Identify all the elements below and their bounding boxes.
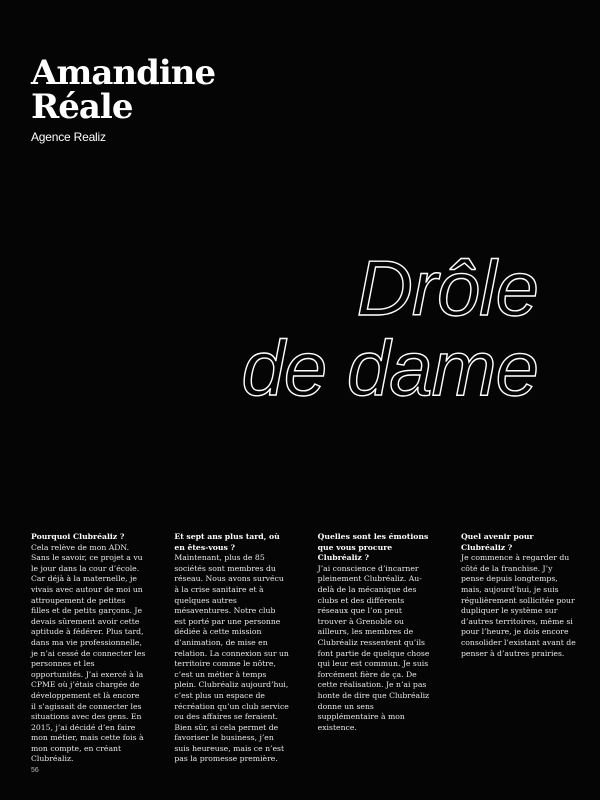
article-title <box>241 244 538 412</box>
title-line-2: de dame <box>241 324 538 412</box>
author-last-name: Réale <box>31 87 133 127</box>
answer-4: Je commence à regarder du côté de la franchise. J’y pense depuis longtemps, mais, aujourd’hui, je suis régulièrement sollicitée pour dupliquer le système sur d’autres territoires, même si pour l’heure, je dois encore consolider l’existant avant de penser à d’autres prairies. <box>460 553 576 658</box>
answer-3: J’ai conscience d’incarner pleinement Clubréaliz. Au-delà de la mécanique des clubs et des différents réseaux que l’on peut trouver à Grenoble ou ailleurs, les membres de Clubréaliz ressentent qu’ils font partie de quelque chose qui leur est commun. Je suis forcément fière de ça. De cette réalisation. Je n’ai pas honte de dire que Clubréaliz donne un sens supplémentaire à mon existence. <box>317 563 430 732</box>
answer-2: Maintenant, plus de 85 sociétés sont membres du réseau. Nous avons survécu à la crise sanitaire et à quelques autres mésaventures. Notre club est porté par une personne dédiée à cette mission d’animation, de mise en relation. La connexion sur un territoire comme le nôtre, c’est un métier à temps plein. Clubréaliz aujourd’hui, c’est plus un espace de récréation qu’un club service ou des affaires se feraient. Bien sûr, si cela permet de favoriser le business, j’en suis heureuse, mais ce n’est pas la promesse première. <box>174 553 289 764</box>
question-1: Pourquoi Clubréaliz ? <box>31 532 125 541</box>
author-name <box>31 53 216 127</box>
column-3 <box>318 532 433 765</box>
question-4: Quel avenir pour Clubréaliz ? <box>460 532 534 552</box>
author-first-name: Amandine <box>31 53 216 93</box>
page-number: 56 <box>31 767 39 774</box>
title-line-1: Drôle <box>356 244 538 332</box>
question-2: Et sept ans plus tard, où en êtes-vous ? <box>174 532 280 552</box>
column-4 <box>461 532 576 765</box>
column-1 <box>31 532 146 765</box>
agency-name: Agence Realiz <box>31 130 106 144</box>
answer-1: Cela relève de mon ADN. Sans le savoir, ce projet a vu le jour dans la cour d’école. Car déjà à la maternelle, je vivais avec autour de moi un attroupement de petites filles et de petits garçons. Je devais sûrement avoir cette aptitude à fédérer. Plus tard, dans ma vie professionnelle, je n’ai cessé de connecter les personnes et les opportunités. J’ai exercé à la CPME où j’étais chargée de développement et là encore il s’agissait de connecter les situations avec des gens. En 2015, j’ai décidé d’en faire mon métier, mais cette fois à mon compte, en créant Clubréaliz. <box>31 542 146 764</box>
column-2 <box>174 532 289 765</box>
author-block <box>31 53 216 144</box>
question-3: Quelles sont les émotions que vous procure Clubréaliz ? <box>317 532 429 563</box>
interview-columns <box>31 532 576 765</box>
